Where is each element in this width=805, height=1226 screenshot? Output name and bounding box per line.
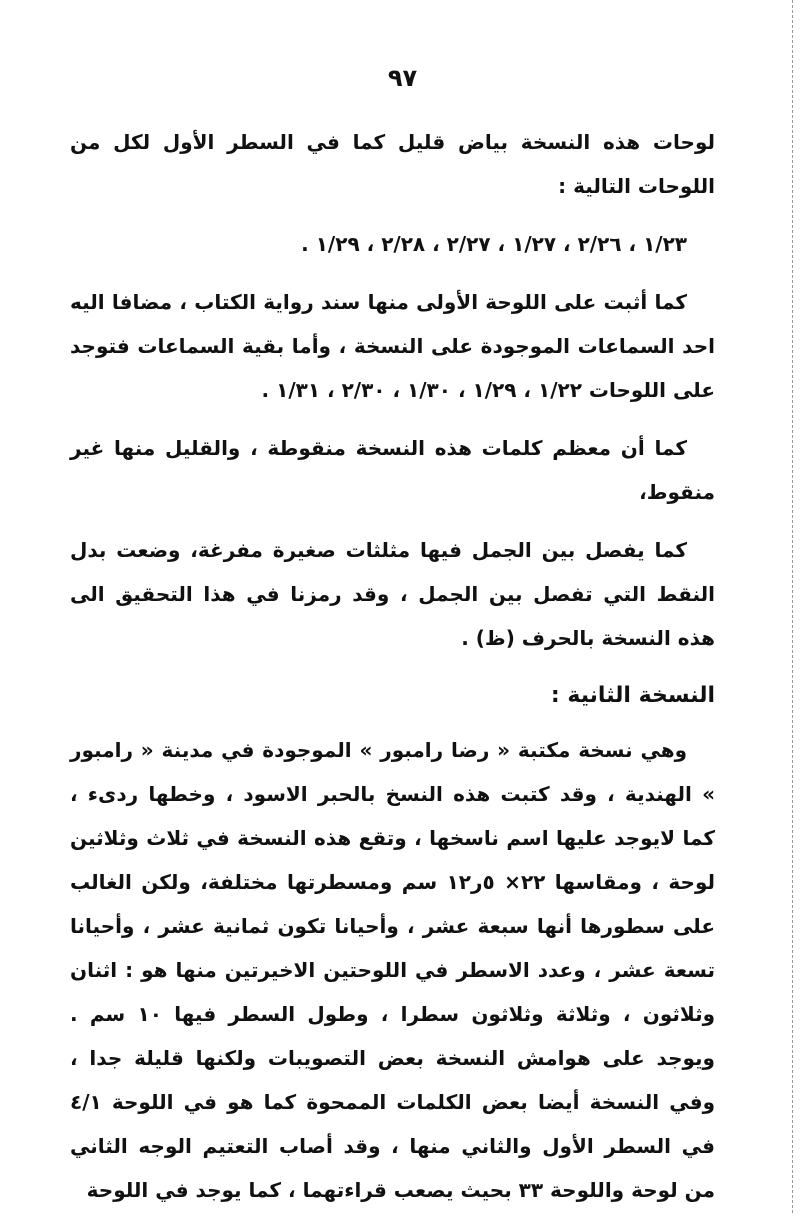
paragraph-plate-references: ١/٢٣ ، ٢/٢٦ ، ١/٢٧ ، ٢/٢٧ ، ٢/٢٨ ، ١/٢٩ . (301, 232, 687, 256)
paragraph-blank-lines: لوحات هذه النسخة بياض قليل كما في السطر الأول لكل من اللوحات التالية : (70, 130, 715, 198)
page-number: ٩٧ (387, 64, 418, 92)
paragraph-second-copy-description: وهي نسخة مكتبة « رضا رامبور » الموجودة في مدينة « رامبور » الهندية ، وقد كتبت هذه النسخ بالحبر الاسود ، وخطها ردىء ، كما لايوجد عليها اسم ناسخها ، وتقع هذه النسخة في ثلاث وثلاثين لوحة ، ومقاسها ٢٢× ٥ر١٢ سم ومسطرتها مختلفة، ولكن الغالب على سطورها أنها سبعة عشر ، وأحيانا تكون ثمانية عشر ، وأحيانا تسعة عشر ، وعدد الاسطر في اللوحتين الاخيرتين منها هو : اثنان وثلاثون ، وثلاثة وثلاثون سطرا ، وطول السطر فيها ١٠ سم . ويوجد على هوامش النسخة بعض التصويبات ولكنها قليلة جدا ، وفي النسخة أيضا بعض الكلمات الممحوة كما هو في اللوحة ٤/١ في السطر الأول والثاني منها ، وقد أصاب التعتيم الوجه الثاني من لوحة واللوحة ٣٣ بحيث يصعب قراءتهما ، كما يوجد في اللوحة (70, 738, 716, 1202)
section-heading-second-copy: النسخة الثانية : (550, 683, 715, 708)
paragraph-dotting: كما أن معظم كلمات هذه النسخة منقوطة ، والقليل منها غير منقوط، (70, 436, 715, 504)
paragraph-chain-of-narration: كما أثبت على اللوحة الأولى منها سند رواية الكتاب ، مضافا اليه احد السماعات الموجودة على النسخة ، وأما بقية السماعات فتوجد على اللوحات ١/٢٢ ، ١/٢٩ ، ١/٣٠ ، ٢/٣٠ ، ١/٣١ . (70, 290, 715, 402)
page-edge-line (792, 0, 793, 1213)
paragraph-separators: كما يفصل بين الجمل فيها مثلثات صغيرة مفرغة، وضعت بدل النقط التي تفصل بين الجمل ، وقد رمزنا في هذا التحقيق الى هذه النسخة بالحرف (ظ) . (70, 538, 715, 650)
body-text (70, 120, 715, 1226)
